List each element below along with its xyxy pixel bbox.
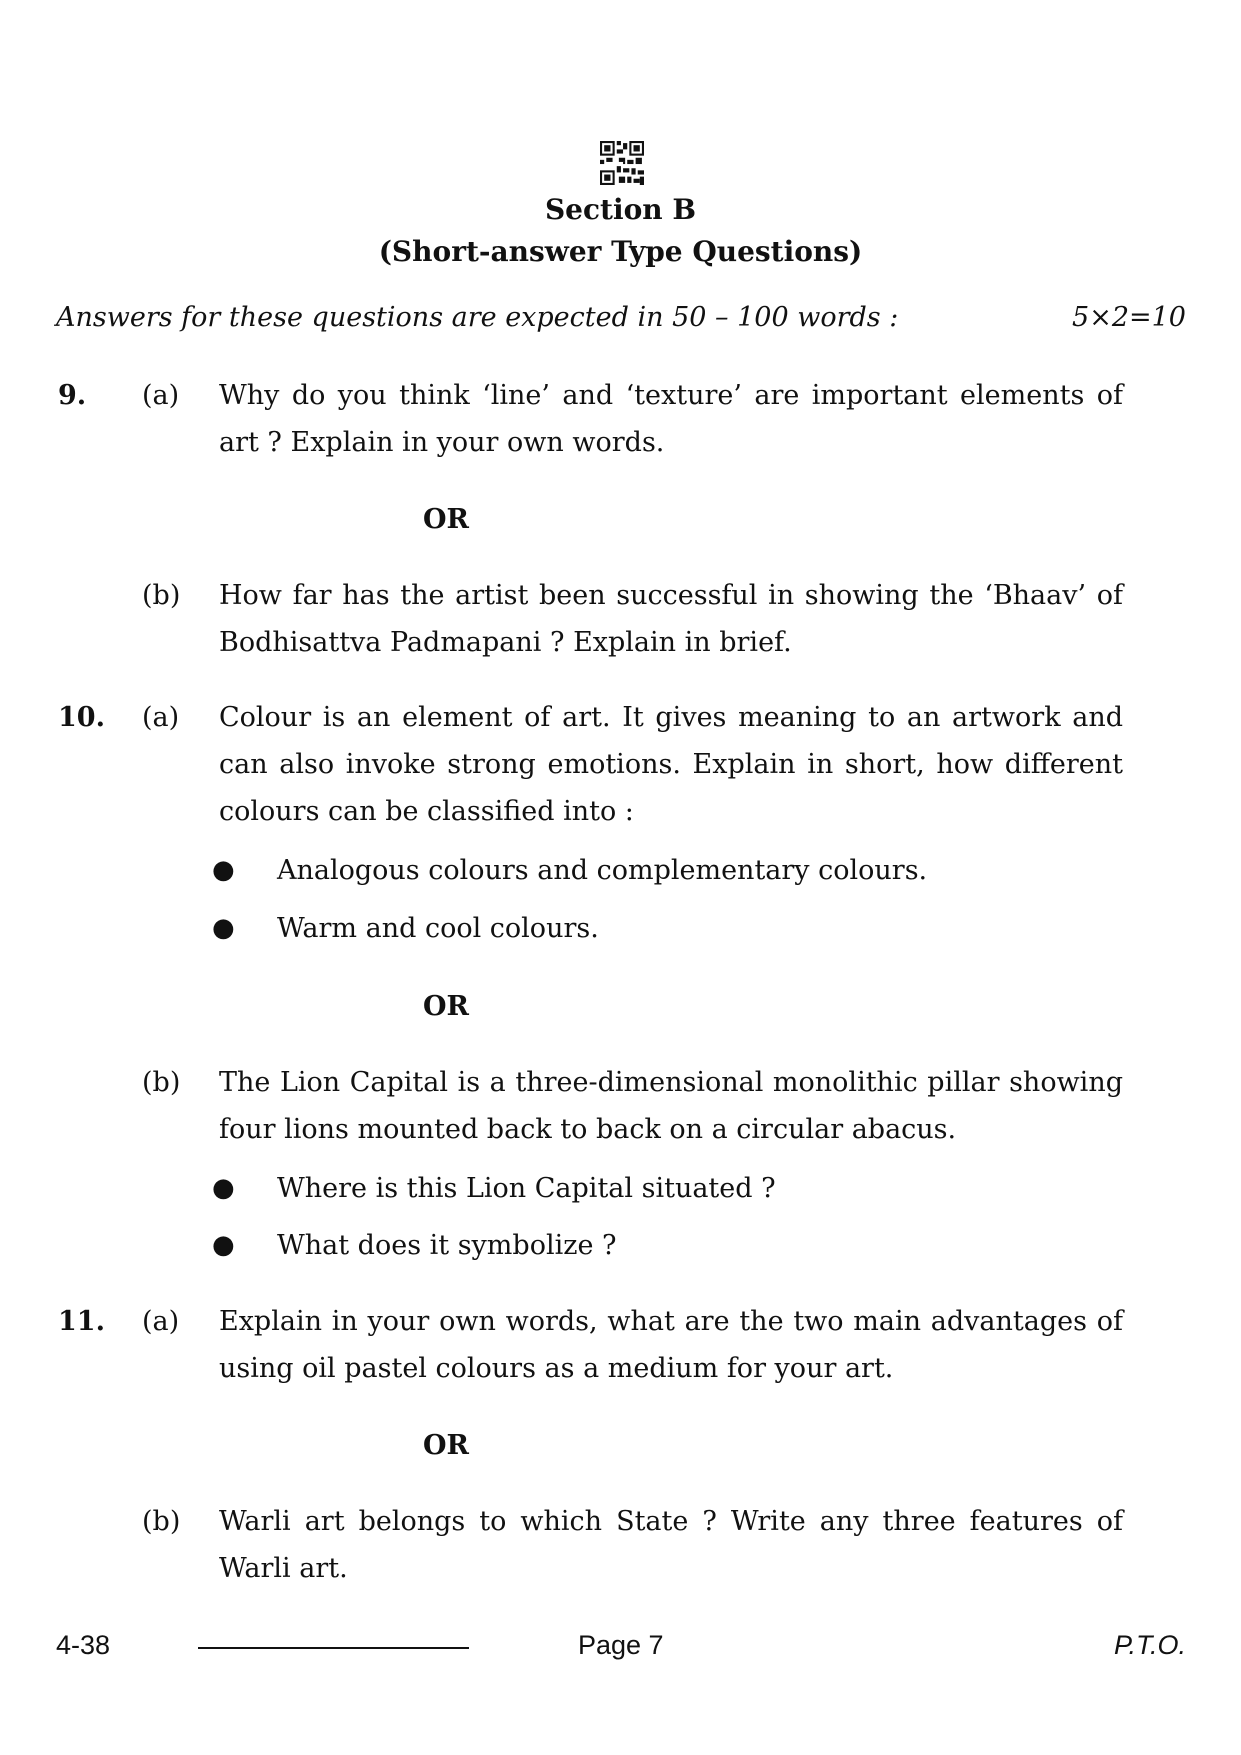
or-label: OR: [423, 1430, 469, 1461]
bullet-icon: ●: [212, 1173, 235, 1203]
page-number: Page 7: [578, 1630, 664, 1660]
divider: [198, 1647, 469, 1649]
instruction-text: Answers for these questions are expected in 50 – 100 words :: [56, 302, 899, 333]
question-text: Warli art belongs to which State ? Write any three features of Warli art.: [219, 1506, 1123, 1584]
option-label: (a): [142, 380, 180, 411]
bullet-item: Where is this Lion Capital situated ?: [277, 1173, 776, 1204]
section-title: Section B: [544, 193, 697, 226]
option-label: (b): [142, 580, 181, 611]
paper-code: 4-38: [56, 1630, 111, 1660]
bullet-icon: ●: [212, 913, 235, 943]
option-label: (b): [142, 1067, 181, 1098]
bullet-item: Warm and cool colours.: [277, 913, 599, 944]
marks-allocation: 5×2=10: [1072, 302, 1186, 333]
question-text: Explain in your own words, what are the two main advantages of using oil pastel colours as a medium for your art.: [219, 1306, 1123, 1384]
bullet-icon: ●: [212, 1230, 235, 1260]
or-label: OR: [423, 991, 469, 1022]
qr-code-icon: [600, 141, 644, 185]
question-number: 9.: [58, 380, 87, 411]
option-label: (a): [142, 1306, 180, 1337]
bullet-icon: ●: [212, 855, 235, 885]
bullet-item: What does it symbolize ?: [277, 1230, 617, 1261]
question-number: 10.: [58, 702, 105, 733]
option-label: (a): [142, 702, 180, 733]
pto-label: P.T.O.: [1113, 1630, 1186, 1660]
question-text: How far has the artist been successful in showing the ‘Bhaav’ of Bodhisattva Padmapani ? Explain in brief.: [219, 580, 1123, 658]
question-text: The Lion Capital is a three-dimensional monolithic pillar showing four lions mounted back to back on a circular abacus.: [219, 1067, 1123, 1145]
question-text: Colour is an element of art. It gives meaning to an artwork and can also invoke strong emotions. Explain in short, how different colours can be classified into :: [219, 702, 1123, 827]
question-text: Why do you think ‘line’ and ‘texture’ are important elements of art ? Explain in your own words.: [219, 380, 1123, 458]
question-number: 11.: [58, 1306, 105, 1337]
or-label: OR: [423, 504, 469, 535]
bullet-item: Analogous colours and complementary colours.: [277, 855, 928, 886]
section-subtitle: (Short-answer Type Questions): [378, 235, 863, 268]
option-label: (b): [142, 1506, 181, 1537]
